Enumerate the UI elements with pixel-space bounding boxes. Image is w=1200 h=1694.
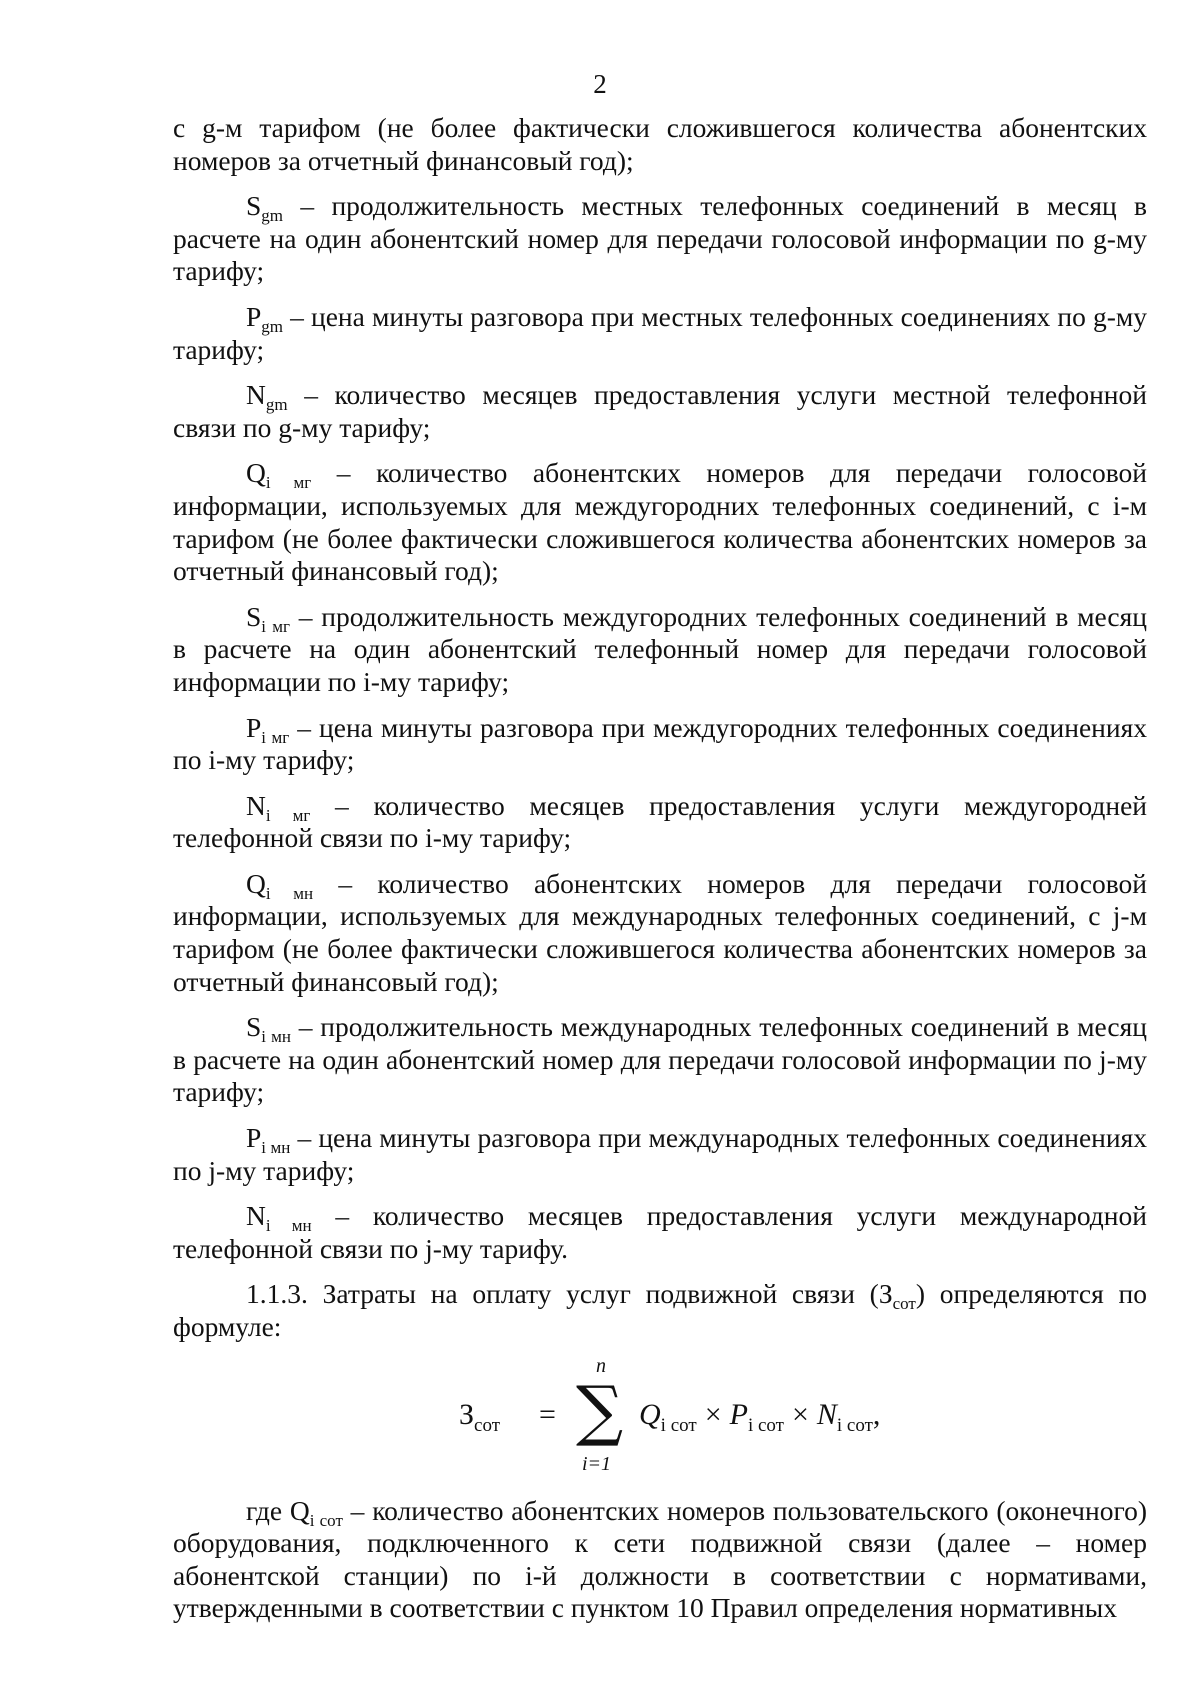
variable-symbol: $N_{gm}$ xyxy=(246,379,288,415)
variable-symbol: $S_{gm}$ xyxy=(246,190,284,226)
definition-s-gm xyxy=(173,190,1147,288)
variable-symbol: $N_{i мн}$ xyxy=(246,1200,312,1236)
section-lead: 1.1.3. Затраты на оплату услуг подвижной связи (З xyxy=(246,1278,893,1310)
variable-symbol: $Q_{i мг}$ xyxy=(246,457,312,493)
times-sign: × xyxy=(704,1397,722,1431)
section-tail: ) определяются по формуле: xyxy=(173,1278,1147,1342)
definition-p-gm xyxy=(173,301,1147,366)
definition-text: – продолжительность междугородних телефонных соединений в месяц в расчете на один абонентский телефонный номер для передачи голосовой информации по i-му тарифу; xyxy=(173,600,1147,697)
formula-term-n: $N_{i сот}$ xyxy=(816,1397,873,1436)
formula-term-q: $Q_{i сот}$ xyxy=(639,1397,697,1436)
definition-text: – количество месяцев предоставления услуги международной телефонной связи по j-му тарифу. xyxy=(173,1200,1147,1264)
definition-n-i-mg xyxy=(173,790,1147,855)
section-1-1-3 xyxy=(173,1278,1147,1343)
variable-symbol: $N_{i мг}$ xyxy=(246,789,311,825)
closing-lead: где Q xyxy=(246,1494,310,1526)
sum-lower-limit: i=1 xyxy=(582,1452,612,1475)
definition-s-i-mn xyxy=(173,1011,1147,1109)
closing-text: – количество абонентских номеров пользовательского (оконечного) оборудования, подключенного к сети подвижной связи (далее – номер абонентской станции) по i-й должности в соответствии с нормативами, утвержденными в соответствии с пунктом 10 Правил определения нормативных xyxy=(173,1494,1147,1624)
variable-symbol: $S_{i мн}$ xyxy=(246,1011,291,1047)
formula-body xyxy=(639,1397,881,1436)
definition-text: – количество абонентских номеров для передачи голосовой информации, используемых для междугородних телефонных соединений, с i-м тарифом (не более фактически сложившегося количества абонентских номеров за отчетный финансовый год); xyxy=(173,457,1147,587)
variable-symbol: $P_{gm}$ xyxy=(246,300,284,336)
formula-equals-sign: = xyxy=(539,1397,556,1431)
section-subscript: сот xyxy=(892,1294,916,1314)
sigma-icon: ∑ xyxy=(576,1371,624,1449)
definition-text: – цена минуты разговора при местных телефонных соединениях по g-му тарифу; xyxy=(173,300,1147,365)
definition-p-i-mn xyxy=(173,1122,1147,1187)
times-sign: × xyxy=(791,1397,809,1431)
variable-symbol: $Q_{i мн}$ xyxy=(246,867,314,903)
document-body xyxy=(173,112,1147,1638)
definition-text: – количество абонентских номеров для передачи голосовой информации, используемых для международных телефонных соединений, с j-м тарифом (не более фактически сложившегося количества абонентских номеров за отчетный финансовый год); xyxy=(173,867,1147,997)
sum-upper-limit: n xyxy=(596,1354,606,1377)
definition-s-i-mg xyxy=(173,601,1147,699)
closing-subscript: i сот xyxy=(309,1510,343,1530)
paragraph-text: с g-м тарифом (не более фактически сложившегося количества абонентских номеров за отчетный финансовый год); xyxy=(173,112,1147,176)
closing-definition xyxy=(173,1495,1147,1625)
variable-symbol: $P_{i мн}$ xyxy=(246,1122,291,1158)
formula-lhs: $З_{сот}$ xyxy=(459,1397,501,1436)
definition-n-gm xyxy=(173,379,1147,444)
formula-term-p: $P_{i сот}$ xyxy=(729,1397,784,1436)
definition-text: – цена минуты разговора при международных телефонных соединениях по j-му тарифу; xyxy=(173,1122,1147,1186)
paragraph-continuation xyxy=(173,112,1147,177)
definition-p-i-mg xyxy=(173,712,1147,777)
variable-symbol: $S_{i мг}$ xyxy=(246,600,290,636)
definition-text: – количество месяцев предоставления услуги междугородней телефонной связи по i-му тарифу; xyxy=(173,789,1147,854)
formula-end: , xyxy=(872,1397,881,1431)
definition-text: – продолжительность местных телефонных соединений в месяц в расчете на один абонентский номер для передачи голосовой информации по g-му тарифу; xyxy=(173,190,1147,287)
definition-text: – количество месяцев предоставления услуги местной телефонной связи по g-му тарифу; xyxy=(173,379,1147,443)
variable-symbol: $P_{i мг}$ xyxy=(246,711,290,747)
definition-n-i-mn xyxy=(173,1200,1147,1265)
definition-text: – цена минуты разговора при междугородних телефонных соединениях по i-му тарифу; xyxy=(173,711,1147,776)
definition-q-i-mn xyxy=(173,868,1147,998)
sum-formula xyxy=(173,1349,1147,1489)
definition-text: – продолжительность международных телефонных соединений в месяц в расчете на один абонентский номер для передачи голосовой информации по j-му тарифу; xyxy=(173,1011,1147,1108)
definition-q-i-mg xyxy=(173,457,1147,587)
page-number: 2 xyxy=(593,69,607,99)
